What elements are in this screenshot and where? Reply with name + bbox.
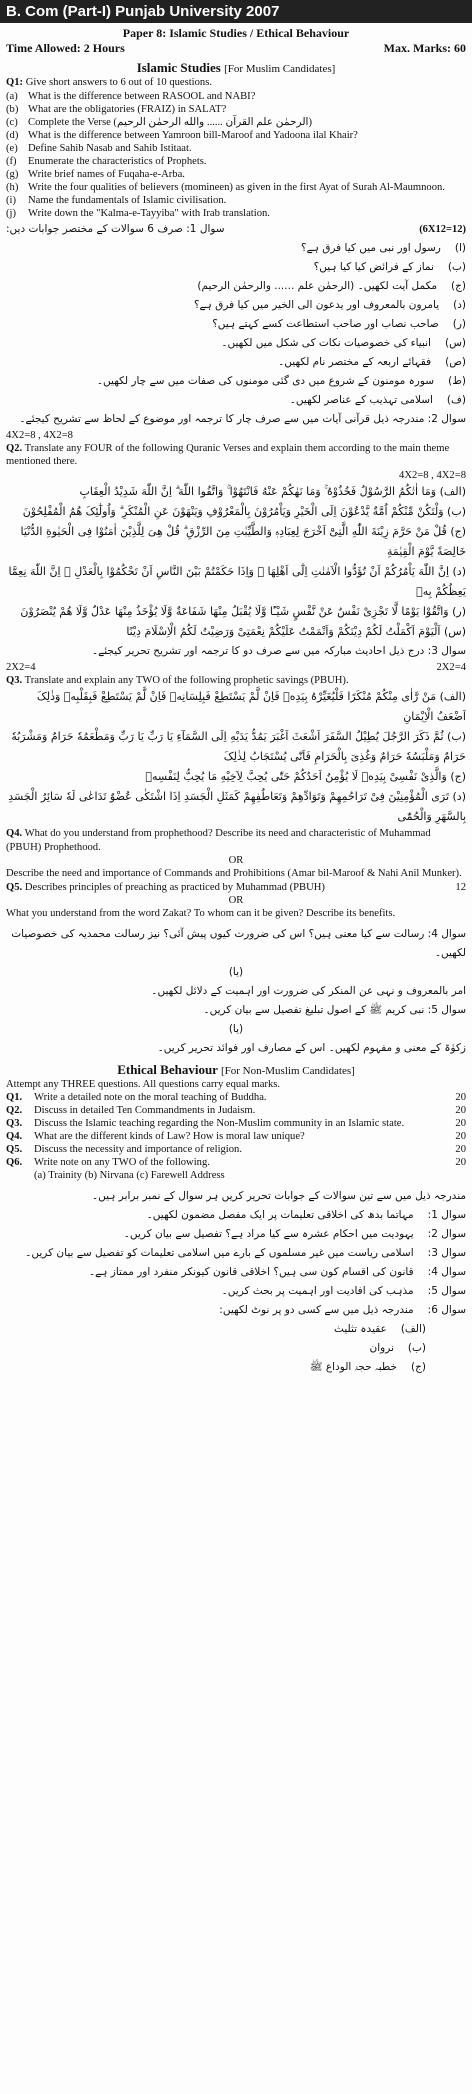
- verse-label: (ج): [450, 524, 466, 538]
- q4: [6, 827, 466, 854]
- item-label: Q3.: [6, 1118, 23, 1129]
- islamic-title: Islamic Studies: [136, 60, 221, 75]
- list-item: [6, 1091, 466, 1104]
- urdu-sub-text: نروان: [369, 1341, 394, 1354]
- urdu-ethical-intro: مندرجہ ذیل میں سے تین سوالات کے جوابات تحریر کریں ہر سوال کے نمبر برابر ہیں۔: [91, 1189, 466, 1202]
- item-label: (a): [6, 90, 18, 102]
- urdu-item-label: (ج): [451, 279, 466, 292]
- item-text: Discuss the Islamic teaching regarding the Non-Muslim community in an Islamic state.: [34, 1118, 405, 1129]
- q1: [6, 76, 466, 90]
- urdu-sub-label: (الف): [400, 1322, 426, 1335]
- urdu-sub-item: [6, 1339, 466, 1358]
- q6-sub: (a) Trainity (b) Nirvana (c) Farewell Address: [34, 1170, 225, 1181]
- islamic-heading: [6, 60, 466, 76]
- verse-text: وَمَا اٰتٰکُمُ الرَّسُوْلُ فَخُذُوْهُ ۚ وَمَا نَهٰکُمْ عَنْهُ فَانْتَهُوْا ۚ وَاتَّقُوا اللّٰهَ ۗ اِنَّ اللّٰهَ شَدِیْدُ الْعِقَابِ: [79, 484, 437, 498]
- verse-item: [6, 482, 466, 502]
- islamic-sub: [For Muslim Candidates]: [224, 63, 336, 75]
- item-label: Q1.: [6, 1092, 23, 1103]
- q2-marks-row: [6, 469, 466, 482]
- item-label: Q4.: [6, 1131, 23, 1142]
- item-label: Q2.: [6, 1105, 23, 1116]
- hadith-label: (الف): [439, 690, 466, 703]
- urdu-q4: سوال 4: رسالت سے کیا معنی ہیں؟ اس کی ضرورت کیوں پیش آئی؟ نیز رسالت محمدیہ کی خصوصیات لکھیں۔: [11, 927, 466, 959]
- item-marks: 20: [455, 1157, 466, 1168]
- hadith-label: (ب): [447, 730, 466, 743]
- verse-label: (ر): [452, 604, 466, 618]
- list-item: [6, 116, 466, 129]
- item-text: Write a detailed note on the moral teaching of Buddha.: [34, 1092, 267, 1103]
- urdu-item-text: رسول اور نبی میں کیا فرق ہے؟: [301, 241, 441, 254]
- item-label: (j): [6, 207, 16, 219]
- item-label: (g): [6, 168, 19, 180]
- verse-text: قُلْ مَنْ حَرَّمَ زِیْنَةَ اللّٰهِ الَّتِیْٓ اَخْرَجَ لِعِبَادِهٖ وَالطَّیِّبٰتِ مِنَ الرِّزْقِ ۗ قُلْ هِیَ لِلَّذِیْنَ اٰمَنُوْا فِی الْحَیٰوةِ الدُّنْیَا خَالِصَةً یَّوْمَ الْقِیٰمَةِ: [20, 524, 466, 558]
- urdu-item-text: مذہب کی افادیت اور اہمیت پر بحث کریں۔: [221, 1284, 414, 1297]
- urdu-item-label: (ص): [445, 355, 466, 368]
- urdu-list-item: [6, 353, 466, 372]
- urdu-item-label: سوال 3:: [427, 1246, 466, 1259]
- list-item: [6, 1117, 466, 1130]
- urdu-list-item: [6, 1225, 466, 1244]
- verse-item: [6, 562, 466, 602]
- q5-or: OR: [228, 895, 244, 906]
- urdu-item-text: اسلامی ریاست میں غیر مسلموں کے بارے میں اسلامی تعلیمات کو تفصیل سے بیان کریں۔: [25, 1246, 414, 1259]
- urdu-item-text: انبیاء کی خصوصیات نکات کی شکل میں لکھیں۔: [221, 336, 431, 349]
- urdu-list-item: [6, 315, 466, 334]
- hadith-item: [6, 727, 466, 767]
- verse-item: [6, 502, 466, 522]
- q2-verses: [6, 482, 466, 642]
- urdu-item-label: سوال 2:: [427, 1227, 466, 1240]
- q2-marks-left-row: [6, 429, 466, 442]
- hadith-text: وَالَّذِیْ نَفْسِیْ بِیَدِهٖ لَا یُؤْمِنُ اَحَدُکُمْ حَتّٰی یُحِبَّ لِاَخِیْهِ مَا یُحِبُّ لِنَفْسِهٖ: [145, 770, 447, 783]
- urdu-sub-text: عقیدہ تثلیث: [334, 1322, 387, 1335]
- item-text: Write brief names of Fuqaha-e-Arba.: [28, 168, 185, 180]
- q1-text: Give short answers to 6 out of 10 questions.: [25, 77, 212, 88]
- q3-num: Q3.: [6, 674, 23, 686]
- item-text: Name the fundamentals of Islamic civilisation.: [28, 194, 227, 206]
- q2: [6, 442, 466, 469]
- verse-item: [6, 622, 466, 642]
- item-text: What are the obligatories (FRAIZ) in SALAT?: [28, 103, 227, 115]
- hadith-text: مَنْ رَّاٰی مِنْکُمْ مُنْکَرًا فَلْیُغَیِّرْهُ بِیَدِهٖ فَاِنْ لَّمْ یَسْتَطِعْ فَبِلِسَانِهٖ فَاِنْ لَّمْ یَسْتَطِعْ فَبِقَلْبِهٖ وَذٰلِکَ اَضْعَفُ الْاِیْمَانِ: [36, 690, 466, 723]
- urdu-item-label: (د): [453, 298, 466, 311]
- ethical-items: [6, 1091, 466, 1169]
- item-label: (c): [6, 116, 18, 128]
- item-text: Complete the Verse (الرحمٰن علم القرآن ...... والله الرحمٰن الرحیم): [28, 116, 313, 128]
- q3-hadith: [6, 687, 466, 827]
- urdu-q3: سوال 3: درج ذیل احادیث مبارکہ میں سے صرف دو کا ترجمہ اور تشریح تحریر کیجئے۔: [91, 644, 466, 657]
- q5-num: Q5.: [6, 881, 23, 893]
- q2-text: Translate any FOUR of the following Quranic Verses and explain them according to the main theme mentioned there.: [6, 442, 450, 467]
- verse-label: (الف): [439, 484, 466, 498]
- q5-text: Describes principles of preaching as practiced by Muhammad (PBUH): [24, 881, 325, 893]
- item-text: Write down the "Kalma-e-Tayyiba" with Irab translation.: [28, 207, 270, 219]
- list-item: [6, 155, 466, 168]
- exam-title: B. Com (Part-I) Punjab University 2007: [0, 0, 472, 23]
- urdu-list-item: [6, 1282, 466, 1301]
- verse-text: اَلْیَوْمَ اَکْمَلْتُ لَکُمْ دِیْنَکُمْ وَاَتْمَمْتُ عَلَیْکُمْ نِعْمَتِیْ وَرَضِیْتُ لَکُمُ الْاِسْلَامَ دِیْنًا: [126, 624, 441, 638]
- urdu-ethical-sub: [6, 1320, 466, 1377]
- q2-marks: 4X2=8 , 4X2=8: [399, 469, 466, 481]
- list-item: [6, 142, 466, 155]
- urdu-item-text: سورہ مومنون کے شروع میں دی گئی مومنوں کی صفات میں سے چار لکھیں۔: [96, 374, 435, 387]
- verse-text: وَلْتَکُنْ مِّنْکُمْ اُمَّةٌ یَّدْعُوْنَ اِلَی الْخَیْرِ وَیَاْمُرُوْنَ بِالْمَعْرُوْفِ وَیَنْهَوْنَ عَنِ الْمُنْکَرِ ۗ وَاُولٰٓئِکَ هُمُ الْمُفْلِحُوْنَ: [22, 504, 444, 518]
- item-text: Discuss the necessity and importance of religion.: [34, 1144, 242, 1155]
- q4-text: What do you understand from prophethood? Describe its need and characteristic of Muhammad (PBUH) Prophethood.: [6, 828, 431, 853]
- list-item: [6, 194, 466, 207]
- hadith-item: [6, 787, 466, 827]
- item-label: (e): [6, 142, 18, 154]
- urdu-item-label: سوال 1:: [427, 1208, 466, 1221]
- ethical-title: Ethical Behaviour: [117, 1061, 218, 1077]
- urdu-list-item: [6, 1206, 466, 1225]
- q3-marks-right: 2X2=4: [436, 661, 466, 673]
- urdu-q4b: امر بالمعروف و نہی عن المنکر کی ضرورت اور اہمیت کے دلائل لکھیں۔: [151, 984, 466, 997]
- urdu-list-item: [6, 277, 466, 296]
- q1-num: Q1:: [6, 77, 24, 88]
- item-text: Write note on any TWO of the following.: [34, 1157, 210, 1168]
- item-label: (i): [6, 194, 16, 206]
- item-label: (d): [6, 129, 19, 141]
- item-marks: 20: [455, 1131, 466, 1142]
- q5-mark: 12: [455, 881, 466, 893]
- urdu-q5-or: (یا): [228, 1022, 244, 1035]
- item-label: (f): [6, 155, 17, 167]
- item-text: What is the difference between RASOOL and NABI?: [28, 90, 256, 102]
- ethical-heading: [6, 1062, 466, 1078]
- urdu-list-item: [6, 334, 466, 353]
- urdu-q1-items: [6, 239, 466, 410]
- list-item: [6, 103, 466, 116]
- list-item: [6, 129, 466, 142]
- urdu-list-item: [6, 391, 466, 410]
- urdu-item-label: (ب): [447, 260, 466, 273]
- urdu-sub-label: (ب): [407, 1341, 426, 1354]
- urdu-sub-item: [6, 1358, 466, 1377]
- urdu-item-text: یامرون بالمعروف اور یدعون الی الخیر میں کیا فرق ہے؟: [193, 298, 440, 311]
- urdu-list-item: [6, 296, 466, 315]
- urdu-item-label: سوال 6:: [427, 1303, 466, 1316]
- hadith-item: [6, 687, 466, 727]
- urdu-list-item: [6, 258, 466, 277]
- list-item: [6, 181, 466, 194]
- list-item: [6, 168, 466, 181]
- hadith-label: (ج): [450, 770, 466, 783]
- q2-num: Q2.: [6, 442, 23, 454]
- urdu-list-item: [6, 1244, 466, 1263]
- item-text: Enumerate the characteristics of Prophets.: [28, 155, 207, 167]
- time-allowed: Time Allowed: 2 Hours: [6, 41, 125, 55]
- item-label: Q5.: [6, 1144, 23, 1155]
- q1-marks: (6X12=12): [419, 223, 466, 235]
- urdu-item-label: سوال 5:: [427, 1284, 466, 1297]
- q4-or: OR: [228, 855, 244, 866]
- verse-label: (د): [452, 564, 466, 578]
- hadith-text: تَرَی الْمُؤْمِنِیْنَ فِیْ تَرَاحُمِهِمْ وَتَوَادِّهِمْ وَتَعَاطُفِهِمْ کَمَثَلِ الْجَسَدِ اِذَا اشْتَکٰی عُضْوٌ تَدَاعٰی لَهٗ سَائِرُ الْجَسَدِ بِالسَّهَرِ وَالْحُمّٰی: [8, 790, 466, 823]
- urdu-item-text: یہودیت میں احکام عشرہ سے کیا مراد ہے؟ تفصیل سے بیان کریں۔: [123, 1227, 414, 1240]
- urdu-item-label: (ا): [454, 241, 466, 254]
- urdu-list-item: [6, 372, 466, 391]
- hadith-label: (د): [452, 790, 466, 803]
- urdu-ethical-items: [6, 1206, 466, 1320]
- urdu-sub-text: خطبہ حجۃ الوداع ﷺ: [309, 1360, 398, 1373]
- urdu-item-text: مندرجہ ذیل میں سے کسی دو پر نوٹ لکھیں:: [219, 1303, 414, 1316]
- urdu-item-text: صاحب نصاب اور صاحب استطاعت کسے کہتے ہیں؟: [212, 317, 439, 330]
- q1-items: [6, 90, 466, 220]
- item-marks: 20: [455, 1144, 466, 1155]
- q4-num: Q4.: [6, 828, 23, 839]
- urdu-q1-row: [6, 220, 466, 239]
- urdu-q4-or: (یا): [228, 965, 244, 978]
- urdu-item-label: (ر): [452, 317, 466, 330]
- urdu-q2: سوال 2: مندرجہ ذیل قرآنی آیات میں سے صرف چار کا ترجمہ اور موضوع کے لحاظ سے تشریح کیجئے۔: [19, 412, 466, 425]
- hadith-item: [6, 767, 466, 787]
- ethical-intro: Attempt any THREE questions. All questions carry equal marks.: [6, 1078, 281, 1090]
- item-text: Define Sahib Nasab and Sahib Istitaat.: [28, 142, 192, 154]
- urdu-item-text: مکمل آیت لکھیں۔ (الرحمٰن علم ...... والرحمٰن الرحیم): [197, 279, 438, 292]
- verse-item: [6, 522, 466, 562]
- urdu-item-label: سوال 4:: [427, 1265, 466, 1278]
- list-item: [6, 1143, 466, 1156]
- item-text: What are the different kinds of Law? How is moral law unique?: [34, 1131, 305, 1142]
- verse-label: (ب): [447, 504, 466, 518]
- q5b: What you understand from the word Zakat? To whom can it be given? Describe its benefits.: [6, 908, 396, 919]
- item-label: Q6.: [6, 1157, 23, 1168]
- item-text: Discuss in detailed Ten Commandments in Judaism.: [34, 1105, 256, 1116]
- urdu-sub-label: (ج): [411, 1360, 426, 1373]
- item-text: Write the four qualities of believers (momineen) as given in the first Ayat of Surah Al-Maumnoon.: [28, 181, 445, 193]
- urdu-list-item: [6, 1263, 466, 1282]
- verse-label: (س): [443, 624, 466, 638]
- verse-text: اِنَّ اللّٰهَ یَاْمُرُکُمْ اَنْ تُؤَدُّوا الْاَمٰنٰتِ اِلٰٓی اَهْلِهَا ۙ وَاِذَا حَکَمْتُمْ بَیْنَ النَّاسِ اَنْ تَحْکُمُوْا بِالْعَدْلِ ۗ اِنَّ اللّٰهَ نِعِمَّا یَعِظُکُمْ بِهٖ: [8, 564, 466, 598]
- q3: [6, 674, 466, 688]
- list-item: [6, 1104, 466, 1117]
- item-marks: 20: [455, 1105, 466, 1116]
- q3-marks-left: 2X2=4: [6, 661, 36, 673]
- paper-title: Paper 8: Islamic Studies / Ethical Behaviour: [122, 26, 350, 40]
- item-label: (h): [6, 181, 19, 193]
- verse-text: وَاتَّقُوْا یَوْمًا لَّا تَجْزِیْ نَفْسٌ عَنْ نَّفْسٍ شَیْـًٔا وَّلَا یُقْبَلُ مِنْهَا شَفَاعَةٌ وَّلَا یُؤْخَذُ مِنْهَا عَدْلٌ وَّلَا هُمْ یُنْصَرُوْنَ: [20, 604, 449, 618]
- urdu-list-item: [6, 1301, 466, 1320]
- item-label: (b): [6, 103, 19, 115]
- urdu-list-item: [6, 239, 466, 258]
- q4b: Describe the need and importance of Commands and Prohibitions (Amar bil-Maroof & Nahi Anil Munker).: [6, 868, 462, 879]
- item-marks: 20: [455, 1092, 466, 1103]
- list-item: [6, 90, 466, 103]
- q2-marks-left: 4X2=8 , 4X2=8: [6, 429, 73, 441]
- urdu-item-text: قانون کی اقسام کون سی ہیں؟ اخلاقی قانون کیونکر منفرد اور ممتاز ہے۔: [88, 1265, 414, 1278]
- list-item: [6, 207, 466, 220]
- q3-text: Translate and explain any TWO of the following prophetic savings (PBUH).: [24, 674, 349, 686]
- item-marks: 20: [455, 1118, 466, 1129]
- max-marks: Max. Marks: 60: [383, 41, 466, 55]
- urdu-q5b: زکوٰۃ کے معنی و مفہوم لکھیں۔ اس کے مصارف اور فوائد تحریر کریں۔: [157, 1041, 466, 1054]
- ethical-sub: [For Non-Muslim Candidates]: [220, 1064, 355, 1077]
- urdu-sub-item: [6, 1320, 466, 1339]
- time-marks-row: [6, 41, 466, 56]
- urdu-q1: سوال 1: صرف 6 سوالات کے مختصر جوابات دیں:: [6, 222, 225, 235]
- urdu-item-label: (س): [444, 336, 466, 349]
- hadith-text: ثُمَّ ذَکَرَ الرَّجُلَ یُطِیْلُ السَّفَرَ اَشْعَثَ اَغْبَرَ یَمُدُّ یَدَیْهِ اِلَی السَّمَآءِ یَا رَبِّ یَا رَبِّ وَمَطْعَمُهٗ حَرَامٌ وَمَشْرَبُهٗ حَرَامٌ وَمَلْبَسُهٗ حَرَامٌ وَغُذِیَ بِالْحَرَامِ فَاَنّٰی یُسْتَجَابُ لِذٰلِکَ: [11, 730, 466, 763]
- q3-marks-row: [6, 661, 466, 674]
- list-item: [6, 1130, 466, 1143]
- list-item: [6, 1156, 466, 1169]
- item-text: What is the difference between Yamroon bill-Maroof and Yadoona ilal Khair?: [28, 129, 358, 141]
- verse-item: [6, 602, 466, 622]
- urdu-q5: سوال 5: نبی کریم ﷺ کے اصول تبلیغ تفصیل سے بیان کریں۔: [203, 1003, 466, 1016]
- urdu-item-text: نماز کے فرائض کیا کیا ہیں؟: [313, 260, 434, 273]
- urdu-item-label: (ط): [448, 374, 466, 387]
- urdu-item-text: فقہائے اربعہ کے مختصر نام لکھیں۔: [278, 355, 432, 368]
- urdu-item-text: مہاتما بدھ کی اخلاقی تعلیمات پر ایک مفصل مضمون لکھیں۔: [146, 1208, 414, 1221]
- urdu-item-label: (ف): [446, 393, 466, 406]
- urdu-item-text: اسلامی تہذیب کے عناصر لکھیں۔: [289, 393, 433, 406]
- q5: [6, 881, 466, 895]
